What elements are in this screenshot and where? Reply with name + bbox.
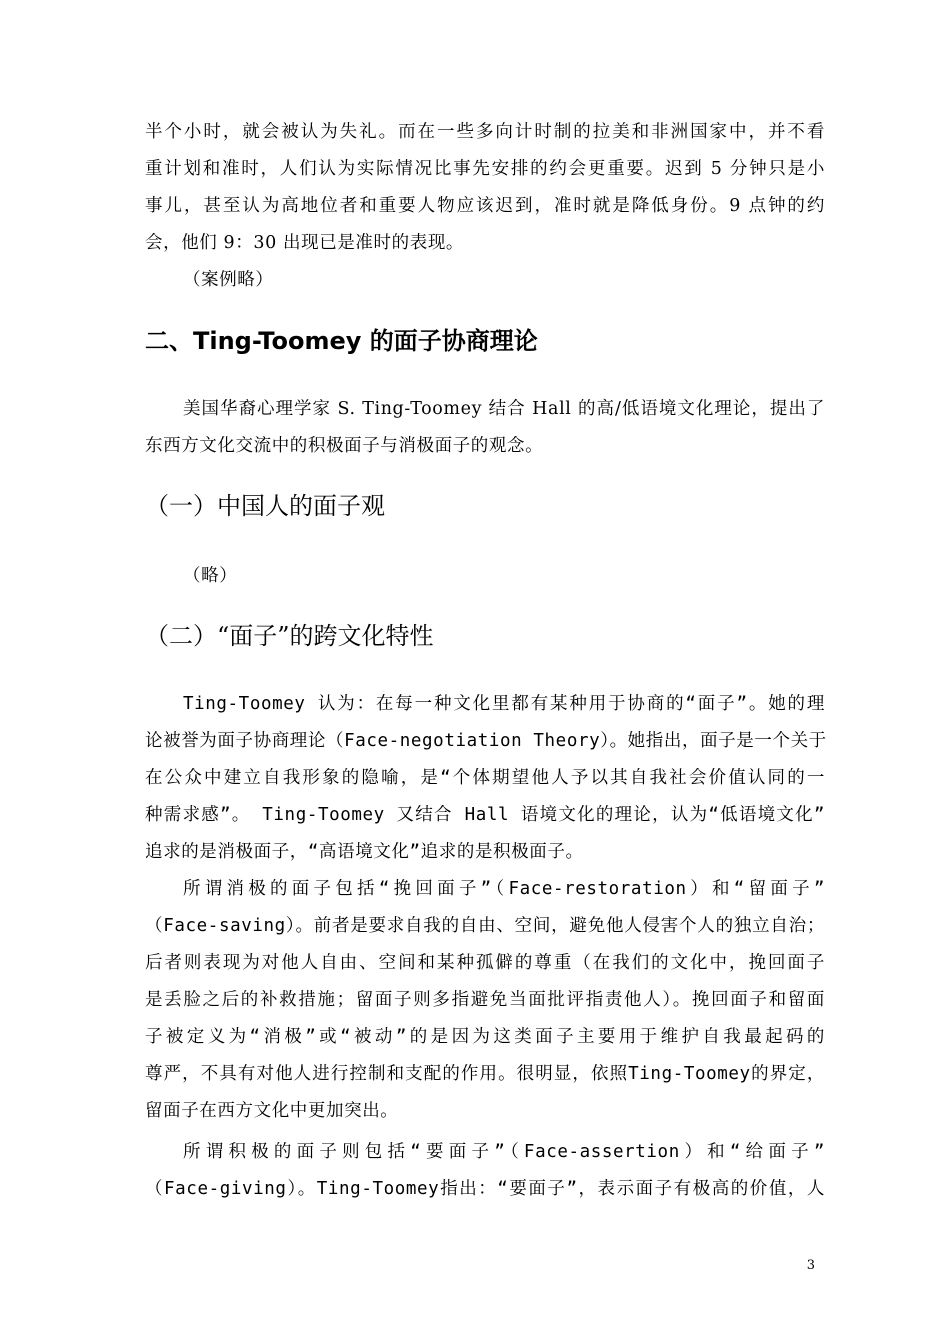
paragraph-line: 是丢脸之后的补救措施；留面子则多指避免当面批评指责他人）。挽回面子和留面	[145, 990, 825, 1010]
paragraph-line: 论被誉为面子协商理论（Face-negotiation Theory）。她指出，面子是一个关于	[145, 731, 827, 751]
paragraph-line: 后者则表现为对他人自由、空间和某种孤僻的尊重（在我们的文化中，挽回面子	[145, 953, 825, 973]
paragraph-line: 重计划和准时，人们认为实际情况比事先安排的约会更重要。迟到 5 分钟只是小	[145, 159, 825, 179]
section-heading: 二、Ting-Toomey 的面子协商理论	[145, 327, 538, 355]
paragraph-line: 尊严，不具有对他人进行控制和支配的作用。很明显，依照Ting-Toomey的界定，	[145, 1064, 825, 1084]
paragraph-line: 东西方文化交流中的积极面子与消极面子的观念。	[145, 436, 544, 456]
paragraph-line: （Face-giving）。Ting-Toomey指出：“要面子”，表示面子有极高的价值，人	[145, 1179, 825, 1199]
paragraph-line: 会，他们 9：30 出现已是准时的表现。	[145, 233, 465, 253]
subsection-heading: （一）中国人的面子观	[145, 492, 385, 520]
case-note: （案例略）	[183, 270, 274, 290]
subsection-heading: （二）“面子”的跨文化特性	[145, 622, 434, 650]
paragraph-line: （Face-saving）。前者是要求自我的自由、空间，避免他人侵害个人的独立自治；	[145, 916, 825, 936]
paragraph-line: 种需求感”。 Ting-Toomey 又结合 Hall 语境文化的理论，认为“低语境文化”	[145, 805, 825, 825]
paragraph-line: 美国华裔心理学家 S. Ting-Toomey 结合 Hall 的高/低语境文化理论，提出了	[183, 399, 825, 419]
paragraph-line: 所谓消极的面子包括“挽回面子”（Face-restoration）和“留面子”	[183, 879, 825, 899]
paragraph-line: 半个小时，就会被认为失礼。而在一些多向计时制的拉美和非洲国家中，并不看	[145, 122, 825, 142]
paragraph-line: 在公众中建立自我形象的隐喻，是“个体期望他人予以其自我社会价值认同的一	[145, 768, 825, 788]
paragraph-line: 子被定义为“消极”或“被动”的是因为这类面子主要用于维护自我最起码的	[145, 1027, 825, 1047]
page-number: 3	[806, 1258, 815, 1273]
paragraph-line: 追求的是消极面子，“高语境文化”追求的是积极面子。	[145, 842, 584, 862]
paragraph-line: 留面子在西方文化中更加突出。	[145, 1101, 399, 1121]
paragraph-line: 事儿，甚至认为高地位者和重要人物应该迟到，准时就是降低身份。9 点钟的约	[145, 196, 825, 216]
paragraph-line: 所谓积极的面子则包括“要面子”（Face-assertion）和“给面子”	[183, 1142, 825, 1162]
omitted-note: （略）	[183, 566, 238, 586]
paragraph-line: Ting-Toomey 认为：在每一种文化里都有某种用于协商的“面子”。她的理	[183, 694, 825, 714]
